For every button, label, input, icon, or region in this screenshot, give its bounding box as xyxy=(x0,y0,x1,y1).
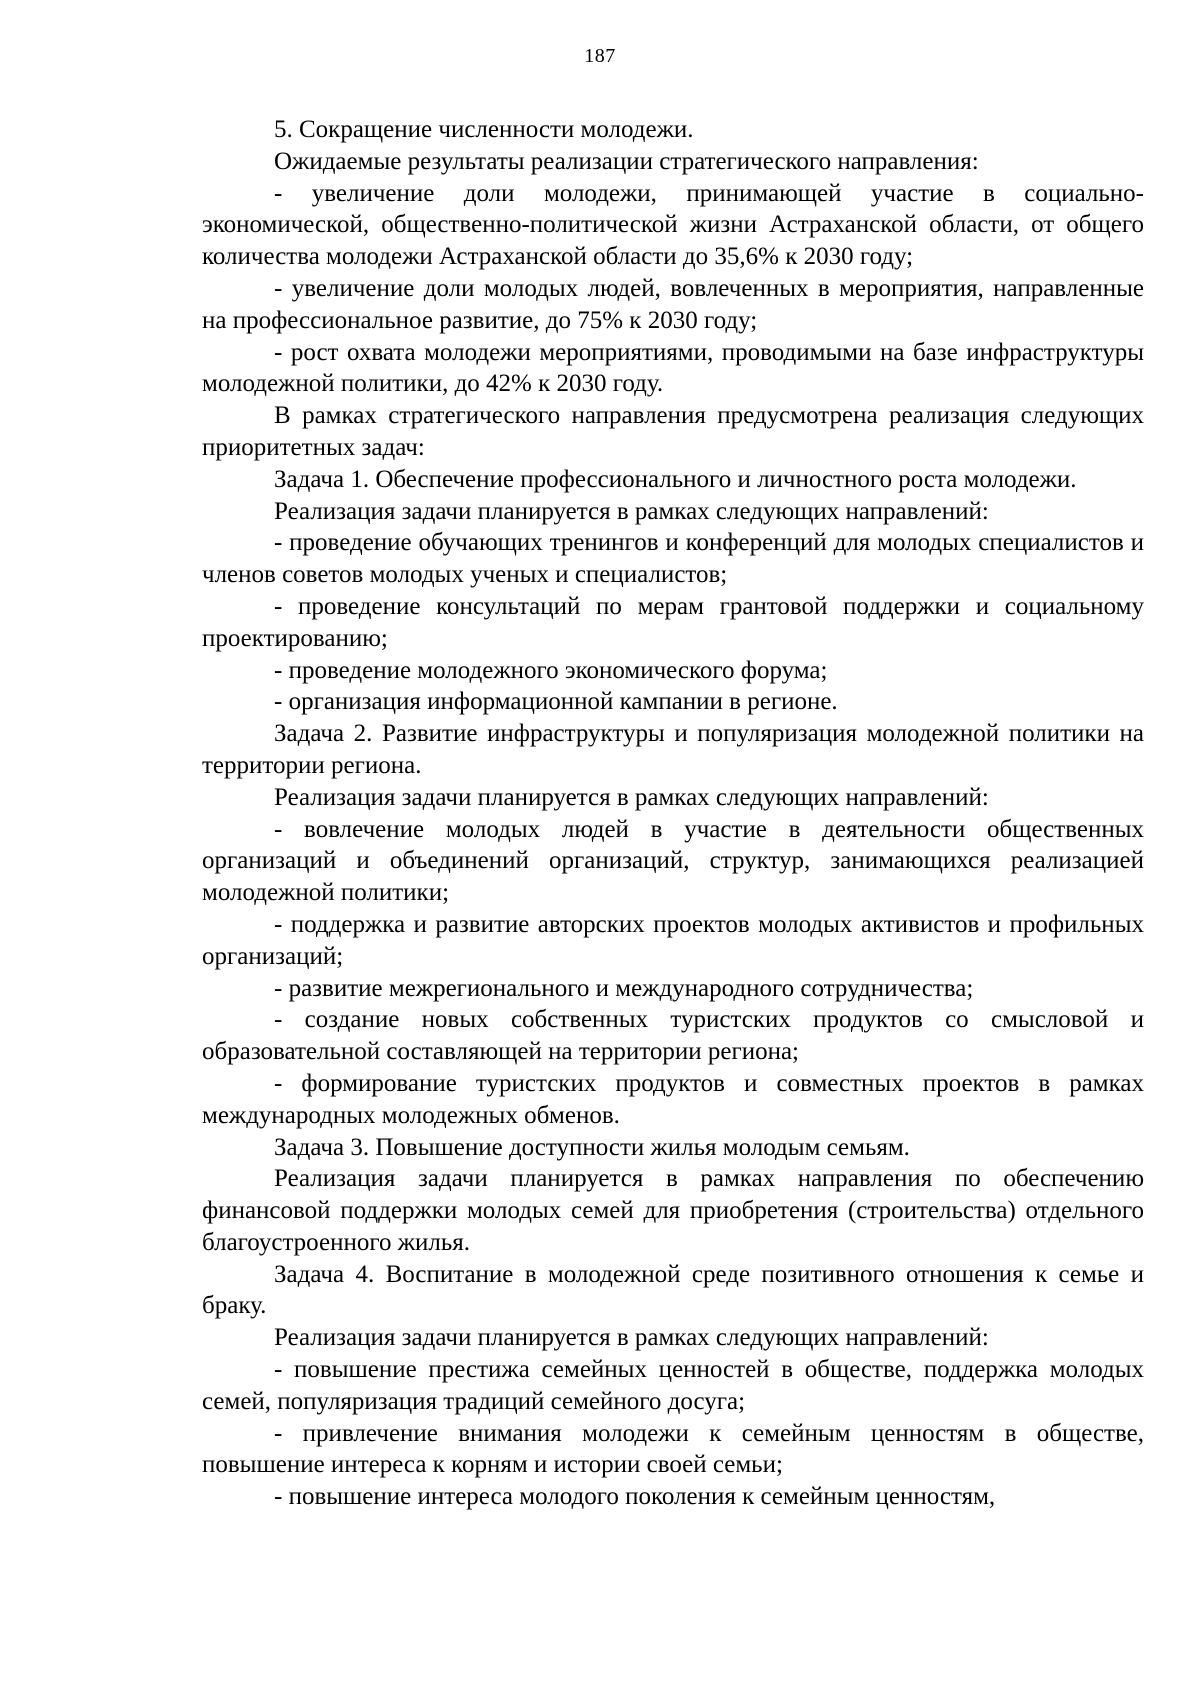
paragraph: Реализация задачи планируется в рамках следующих направлений: xyxy=(274,497,989,525)
paragraph: В рамках стратегического направления предусмотрена реализация следующих приоритетных задач: xyxy=(202,402,1144,461)
paragraph: 5. Сокращение численности молодежи. xyxy=(274,116,694,143)
task-heading: Задача 3. Повышение доступности жилья молодым семьям. xyxy=(274,1133,910,1161)
page-number: 187 xyxy=(584,45,616,67)
list-item: - развитие межрегионального и международного сотрудничества; xyxy=(274,974,974,1002)
list-item: - поддержка и развитие авторских проектов молодых активистов и профильных организаций; xyxy=(202,910,1144,970)
paragraph: Реализация задачи планируется в рамках направления по обеспечению финансовой поддержки молодых семей для приобретения (строительства) отдельного благоустроенного жилья. xyxy=(202,1165,1144,1256)
paragraph: Реализация задачи планируется в рамках следующих направлений: xyxy=(274,1324,989,1352)
list-item: - проведение консультаций по мерам грантовой поддержки и социальному проектированию; xyxy=(202,592,1144,652)
list-item: - повышение интереса молодого поколения к семейным ценностям, xyxy=(274,1483,996,1511)
task-heading: Задача 1. Обеспечение профессионального и личностного роста молодежи. xyxy=(274,465,1077,493)
list-item: - вовлечение молодых людей в участие в деятельности общественных организаций и объединений организаций, структур, занимающихся реализацией молодежной политики; xyxy=(202,815,1144,907)
list-item: - привлечение внимания молодежи к семейным ценностям в обществе, повышение интереса к корням и истории своей семьи; xyxy=(202,1419,1144,1479)
paragraph: Реализация задачи планируется в рамках следующих направлений: xyxy=(274,783,989,811)
list-item: - проведение обучающих тренингов и конференций для молодых специалистов и членов советов молодых ученых и специалистов; xyxy=(202,529,1144,589)
task-heading: Задача 4. Воспитание в молодежной среде позитивного отношения к семье и браку. xyxy=(202,1260,1144,1320)
list-item: - повышение престижа семейных ценностей в обществе, поддержка молодых семей, популяризация традиций семейного досуга; xyxy=(202,1356,1144,1415)
list-item: - увеличение доли молодых людей, вовлеченных в мероприятия, направленные на профессиональное развитие, до 75% к 2030 году; xyxy=(202,274,1144,334)
list-item: - проведение молодежного экономического форума; xyxy=(274,656,828,684)
list-item: - формирование туристских продуктов и совместных проектов в рамках международных молодежных обменов. xyxy=(202,1069,1144,1129)
document-body xyxy=(202,114,1144,1513)
list-item: - увеличение доли молодежи, принимающей участие в социально-экономической, общественно-политической жизни Астраханской области, от общего количества молодежи Астраханской области до 35,6% к 2030 году; xyxy=(202,179,1144,271)
list-item: - рост охвата молодежи мероприятиями, проводимыми на базе инфраструктуры молодежной политики, до 42% к 2030 году. xyxy=(202,338,1144,398)
task-heading: Задача 2. Развитие инфраструктуры и популяризация молодежной политики на территории региона. xyxy=(202,720,1144,779)
paragraph: Ожидаемые результаты реализации стратегического направления: xyxy=(274,147,979,175)
list-item: - организация информационной кампании в регионе. xyxy=(274,688,838,716)
list-item: - создание новых собственных туристских продуктов со смысловой и образовательной составляющей на территории региона; xyxy=(202,1006,1144,1066)
